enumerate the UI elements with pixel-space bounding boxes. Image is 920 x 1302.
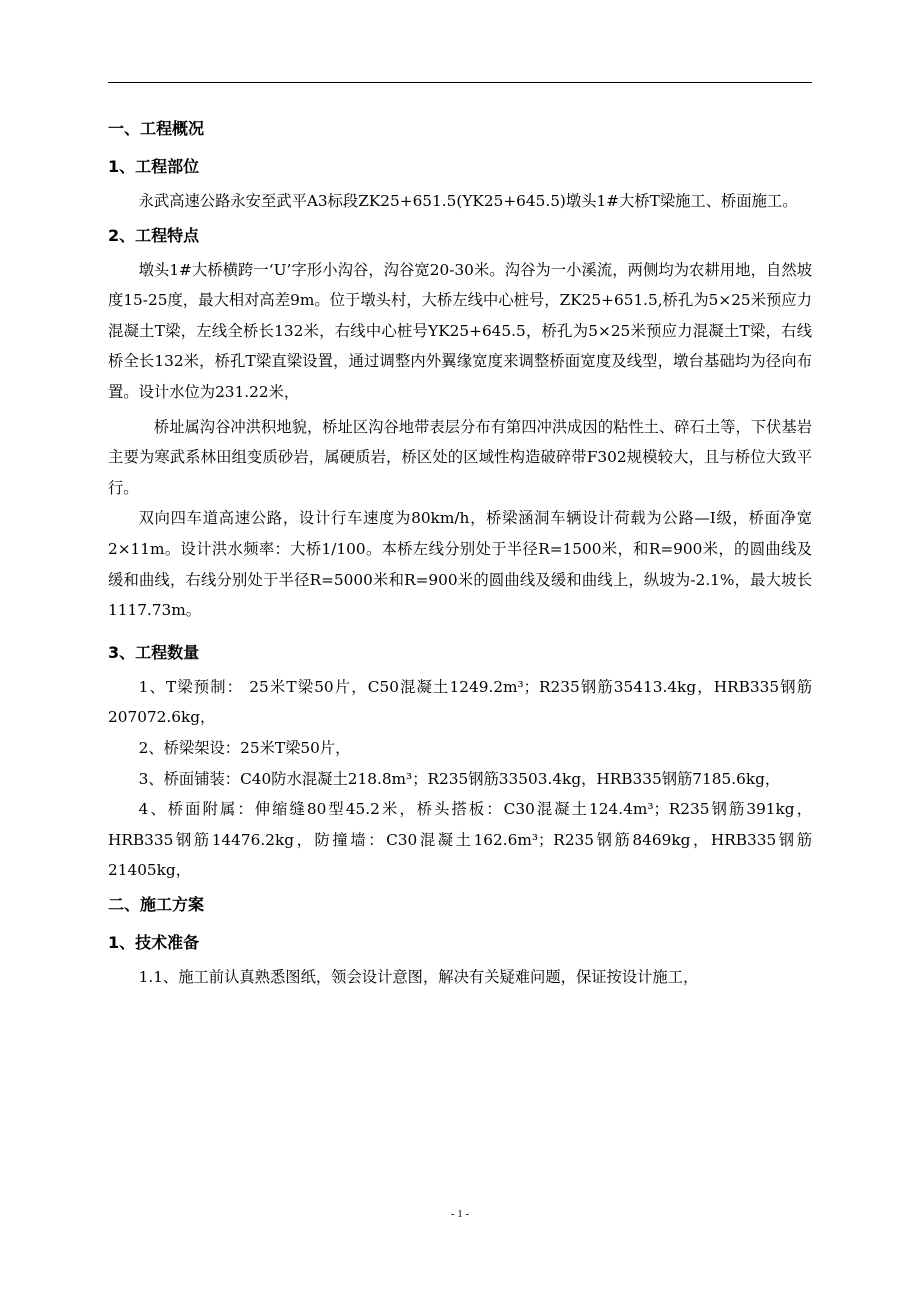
subsection-heading: 1、工程部位	[108, 157, 200, 176]
paragraph: 4、桥面附属：伸缩缝80型45.2米，桥头搭板：C30混凝土124.4m³；R235钢筋391kg，HRB335钢筋14476.2kg，防撞墙：C30混凝土162.6m³；R235钢筋8469kg，HRB335钢筋21405kg，	[108, 800, 812, 880]
header-rule	[108, 82, 812, 83]
subsection-heading: 2、工程特点	[108, 225, 200, 245]
section-heading: 一、工程概况	[108, 119, 205, 138]
subsection-heading: 1、技术准备	[108, 932, 200, 952]
paragraph: 1.1、施工前认真熟悉图纸，领会设计意图，解决有关疑难问题，保证按设计施工，	[138, 967, 699, 986]
section-heading: 二、施工方案	[108, 894, 205, 914]
paragraph: 1、T梁预制： 25米T梁50片，C50混凝土1249.2m³；R235钢筋35413.4kg，HRB335钢筋207072.6kg，	[108, 677, 812, 727]
paragraph: 3、桥面铺装：C40防水混凝土218.8m³；R235钢筋33503.4kg，HRB335钢筋7185.6kg，	[138, 769, 781, 788]
subsection-heading: 3、工程数量	[108, 642, 200, 662]
paragraph: 桥址属沟谷冲洪积地貌，桥址区沟谷地带表层分布有第四冲洪成因的粘性土、碎石土等，下伏基岩主要为寒武系林田组变质砂岩，属硬质岩，桥区处的区域性构造破碎带F302规模较大，且与桥位大致平行。	[108, 417, 812, 497]
paragraph: 永武高速公路永安至武平A3标段ZK25+651.5(YK25+645.5)墩头1#大桥T梁施工、桥面施工。	[138, 192, 798, 210]
page-number: - 1 -	[450, 1208, 470, 1220]
document-body	[108, 110, 812, 992]
paragraph: 双向四车道高速公路，设计行车速度为80km/h，桥梁涵洞车辆设计荷载为公路—I级，桥面净宽2×11m。设计洪水频率：大桥1/100。本桥左线分别处于半径R=1500米，和R=900米，的圆曲线及缓和曲线，右线分别处于半径R=5000米和R=900米的圆曲线及缓和曲线上，纵坡为-2.1%，最大坡长1117.73m。	[108, 509, 812, 620]
paragraph: 2、桥梁架设：25米T梁50片，	[138, 738, 351, 757]
paragraph: 墩头1#大桥横跨一‘U’字形小沟谷，沟谷宽20-30米。沟谷为一小溪流，两侧均为农耕用地，自然坡度15-25度，最大相对高差9m。位于墩头村，大桥左线中心桩号，ZK25+651.5,桥孔为5×25米预应力混凝土T梁，左线全桥长132米，右线中心桩号YK25+645.5，桥孔为5×25米预应力混凝土T梁，右线桥全长132米，桥孔T梁直梁设置，通过调整内外翼缘宽度来调整桥面宽度及线型，墩台基础均为径向布置。设计水位为231.22米，	[108, 260, 812, 401]
